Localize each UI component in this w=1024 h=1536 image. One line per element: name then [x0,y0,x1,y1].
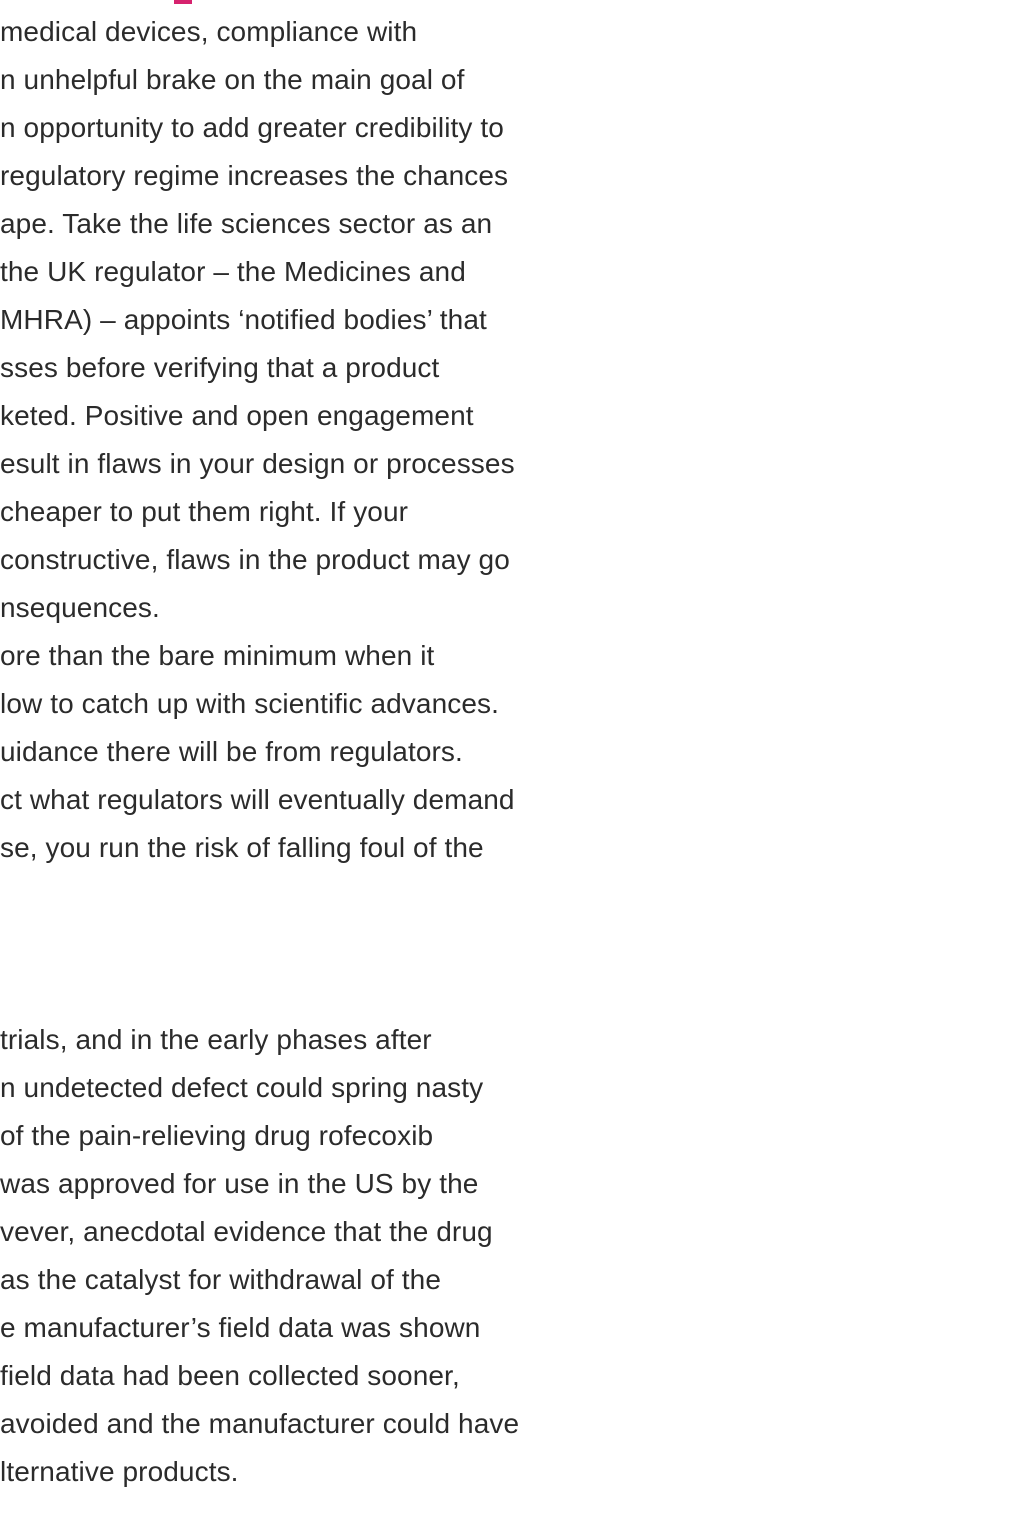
text-line: ape. Take the life sciences sector as an [0,208,493,239]
text-line: nsequences. [0,592,160,623]
text-line: n opportunity to add greater credibility to [0,112,504,143]
body-text-paragraph-1 [0,8,600,872]
text-line: avoided and the manufacturer could have [0,1408,520,1439]
text-line: uidance there will be from regulators. [0,736,463,767]
text-line: sses before verifying that a product [0,352,440,383]
text-line: cheaper to put them right. If your [0,496,409,527]
body-text-paragraph-2 [0,1016,600,1496]
text-line: se, you run the risk of falling foul of the [0,832,484,863]
text-line: lternative products. [0,1456,239,1487]
text-line: constructive, flaws in the product may go [0,544,510,575]
text-line: as the catalyst for withdrawal of the [0,1264,442,1295]
text-line: field data had been collected sooner, [0,1360,460,1391]
text-line: vever, anecdotal evidence that the drug [0,1216,493,1247]
text-line: e manufacturer’s field data was shown [0,1312,481,1343]
accent-bar [174,0,192,4]
text-line: ct what regulators will eventually demand [0,784,515,815]
text-line: trials, and in the early phases after [0,1024,432,1055]
text-line: medical devices, compliance with [0,16,418,47]
text-line: MHRA) – appoints ‘notified bodies’ that [0,304,487,335]
text-line: n undetected defect could spring nasty [0,1072,484,1103]
text-line: keted. Positive and open engagement [0,400,474,431]
text-line: ore than the bare minimum when it [0,640,435,671]
text-line: was approved for use in the US by the [0,1168,479,1199]
text-line: regulatory regime increases the chances [0,160,509,191]
text-line: the UK regulator – the Medicines and [0,256,466,287]
text-line: low to catch up with scientific advances. [0,688,500,719]
text-line: n unhelpful brake on the main goal of [0,64,465,95]
text-line: esult in flaws in your design or processes [0,448,515,479]
text-line: of the pain-relieving drug rofecoxib [0,1120,434,1151]
